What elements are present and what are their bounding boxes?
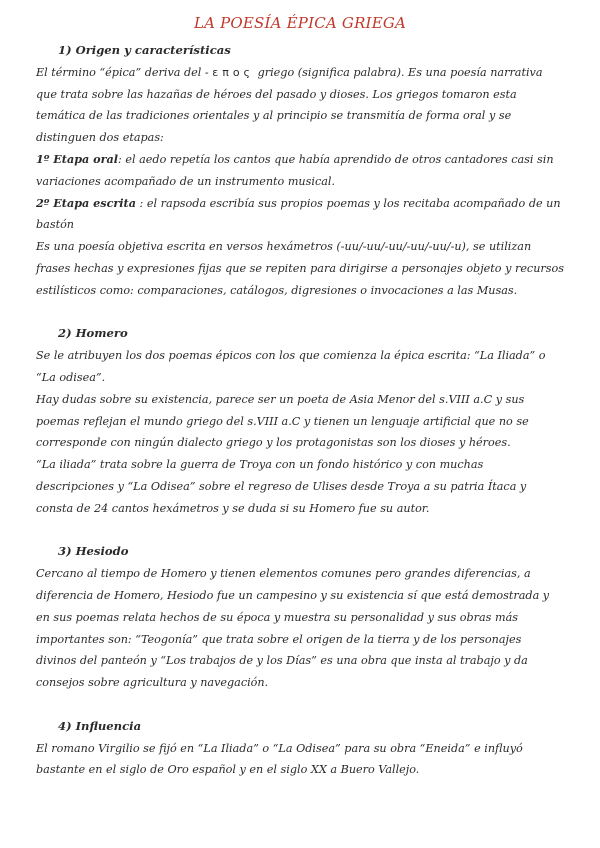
section-heading-homero: 2) Homero — [58, 326, 128, 341]
document-body — [36, 40, 564, 781]
etapa-escrita-label: 2º Etapa escrita — [36, 195, 136, 210]
text-segment: El término “épica” deriva del - — [36, 65, 213, 79]
etapa-oral-text: : el aedo repetía los cantos que había aprendido de otros cantadores casi sin variaciones acompañado de un instrumento musical. — [36, 152, 554, 188]
greek-word: επος — [212, 65, 255, 79]
document-title: LA POESÍA ÉPICA GRIEGA — [193, 14, 407, 32]
paragraph-origen-versos: Es una poesía objetiva escrita en versos hexámetros (-uu/-uu/-uu/-uu/-uu/-u), se utilizan frases hechas y expresiones fijas que se repiten para dirigirse a personajes objeto y recursos estilísticos como: comparaciones, catálogos, digresiones o invocaciones a las Musas. — [36, 240, 564, 297]
paragraph-origen-intro — [36, 62, 564, 149]
paragraph-influencia-1: El romano Virgilio se fijó en “La Iliada” o “La Odisea” para su obra “Eneida” e influyó bastante en el siglo de Oro español y en el siglo XX a Buero Vallejo. — [36, 741, 523, 777]
text-segment: griego (significa palabra). Es una poesía narrativa que trata sobre las hazañas de héroes del pasado y dioses. Los griegos tomaron esta temática de las tradiciones orientales y al principio se transmitía de forma oral y se distinguen dos etapas: — [36, 65, 543, 145]
section-heading-hesiodo: 3) Hesiodo — [58, 544, 129, 559]
section-heading-origen: 1) Origen y características — [58, 43, 231, 57]
paragraph-etapa-oral — [36, 149, 564, 193]
paragraph-etapa-escrita — [36, 193, 564, 237]
paragraph-homero-3: “La iliada” trata sobre la guerra de Troya con un fondo histórico y con muchas descripciones y “La Odisea” sobre el regreso de Ulises desde Troya a su patria Ítaca y consta de 24 cantos hexámetros y se duda si su Homero fue su autor. — [36, 458, 527, 515]
section-heading-influencia: 4) Influencia — [58, 718, 142, 733]
paragraph-homero-2: Hay dudas sobre su existencia, parece ser un poeta de Asia Menor del s.VIII a.C y sus poemas reflejan el mundo griego del s.VIII a.C y tienen un lenguaje artificial que no se corresponde con ningún dialecto griego y los protagonistas son los dioses y héroes. — [36, 392, 529, 450]
etapa-escrita-text: : el rapsoda escribía sus propios poemas y los recitaba acompañado de un bastón — [36, 196, 561, 232]
section-gap — [36, 520, 564, 542]
section-gap — [36, 302, 564, 324]
paragraph-hesiodo-1: Cercano al tiempo de Homero y tienen elementos comunes pero grandes diferencias, a diferencia de Homero, Hesiodo fue un campesino y su existencia sí que está demostrada y en sus poemas relata hechos de su época y muestra su personalidad y sus obras más importantes son: “Teogonía” que trata sobre el origen de la tierra y de los personajes divinos del panteón y “Los trabajos de y los Días” es una obra que insta al trabajo y da consejos sobre agricultura y navegación. — [36, 567, 550, 690]
section-gap — [36, 694, 564, 716]
etapa-oral-label: 1º Etapa oral — [36, 151, 119, 166]
paragraph-homero-1: Se le atribuyen los dos poemas épicos con los que comienza la épica escrita: “La Iliada” o “La odisea”. — [36, 349, 546, 384]
